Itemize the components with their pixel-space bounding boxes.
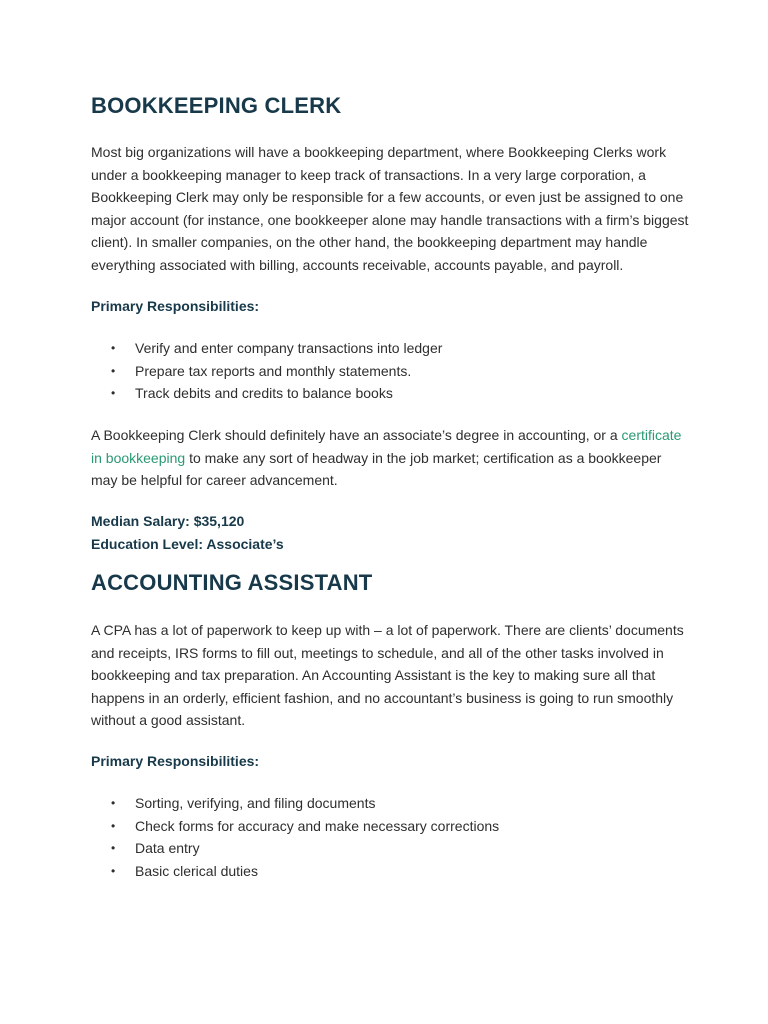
- bullet-icon: •: [111, 796, 116, 810]
- outro-text: [91, 424, 691, 492]
- list-item: [111, 337, 442, 360]
- median-salary: Median Salary: $35,120: [91, 513, 245, 529]
- outro-text-end: to make any sort of headway in the job market; certification as a bookkeeper may be helpful for career advancement.: [91, 449, 662, 489]
- section-intro-accounting-assistant: [91, 619, 691, 732]
- section-intro-bookkeeping-clerk: [91, 141, 691, 277]
- intro-text: Most big organizations will have a bookkeeping department, where Bookkeeping Clerks work under a bookkeeping manager to keep track of transactions. In a very large corporation, a Bookkeeping Clerk may only be responsible for a few accounts, or even just be assigned to one major account (for instance, one bookkeeper alone may handle transactions with a firm’s biggest client). In smaller companies, on the other hand, the bookkeeping department may handle everything associated with billing, accounts receivable, accounts payable, and payroll.: [91, 144, 689, 273]
- responsibilities-list-accounting-assistant: [111, 792, 499, 882]
- bullet-icon: •: [111, 818, 116, 833]
- education-level: Education Level: Associate’s: [91, 536, 284, 552]
- outro-text-start: A Bookkeeping Clerk should definitely have an associate’s degree in accounting, or a: [91, 427, 622, 443]
- list-item: [111, 382, 442, 405]
- list-item: [111, 815, 499, 838]
- responsibilities-label: Primary Responsibilities:: [91, 753, 260, 769]
- list-item-text: Check forms for accuracy and make necessary corrections: [135, 817, 500, 834]
- bullet-icon: •: [111, 363, 116, 378]
- bullet-icon: •: [111, 841, 116, 856]
- bullet-icon: •: [111, 386, 116, 401]
- list-item-text: Sorting, verifying, and filing documents: [135, 795, 376, 811]
- section-title-bookkeeping-clerk: BOOKKEEPING CLERK: [91, 93, 342, 118]
- list-item: [111, 860, 499, 883]
- list-item-text: Prepare tax reports and monthly statements.: [135, 362, 412, 379]
- responsibilities-label: Primary Responsibilities:: [91, 298, 260, 314]
- bullet-icon: •: [111, 863, 116, 878]
- list-item-text: Data entry: [135, 840, 200, 857]
- responsibilities-list-bookkeeping-clerk: [111, 337, 442, 405]
- list-item-text: Track debits and credits to balance books: [135, 385, 393, 402]
- intro-text: A CPA has a lot of paperwork to keep up with – a lot of paperwork. There are clients’ documents and receipts, IRS forms to fill out, meetings to schedule, and all of the other tasks involved in bookkeeping and tax preparation. An Accounting Assistant is the key to making sure all that happens in an orderly, efficient fashion, and no accountant’s business is going to run smoothly without a good assistant.: [91, 622, 684, 729]
- list-item: [111, 792, 499, 815]
- section-outro-bookkeeping-clerk: [91, 424, 691, 492]
- list-item: [111, 837, 499, 860]
- section-title-accounting-assistant: ACCOUNTING ASSISTANT: [91, 570, 373, 595]
- bullet-icon: •: [111, 341, 116, 355]
- list-item: [111, 360, 442, 383]
- list-item-text: Basic clerical duties: [135, 862, 258, 879]
- certificate-link[interactable]: certificate in bookkeeping: [91, 427, 682, 466]
- list-item-text: Verify and enter company transactions into ledger: [135, 340, 443, 356]
